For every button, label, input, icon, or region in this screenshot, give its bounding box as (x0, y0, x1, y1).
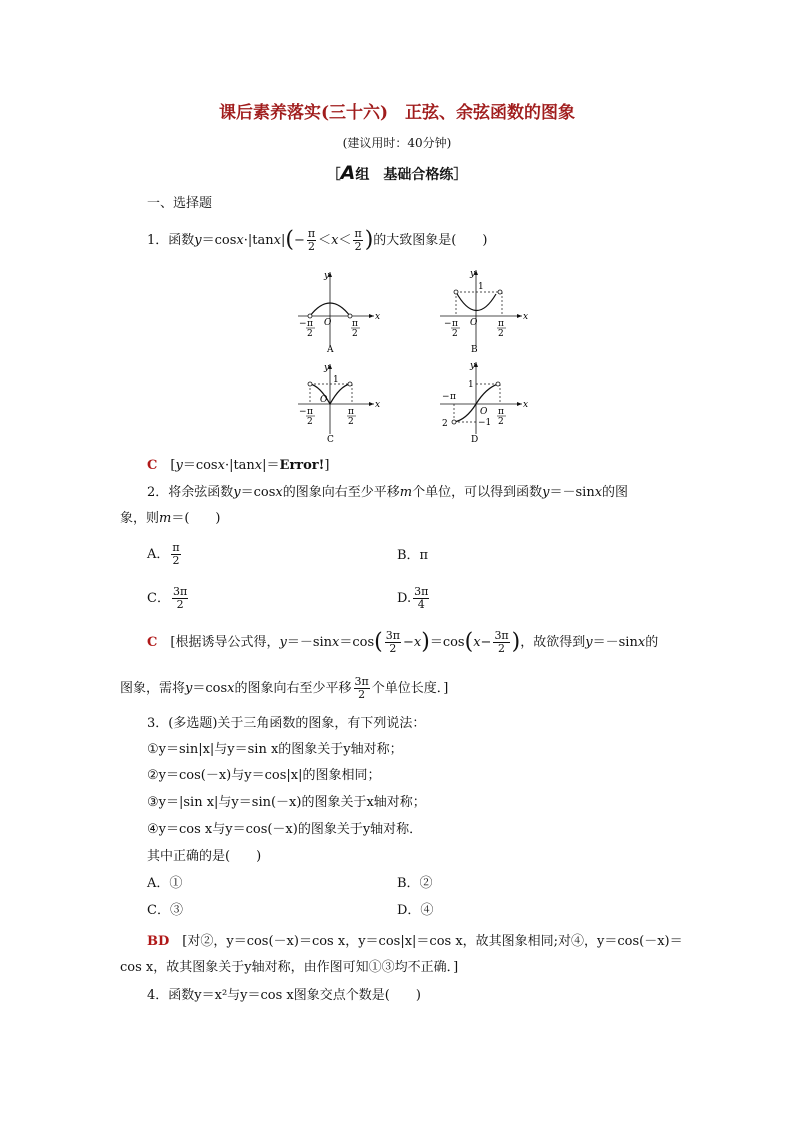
answer-graphs (290, 264, 540, 454)
svg-text:1: 1 (468, 380, 474, 390)
svg-text:x: x (375, 400, 381, 410)
svg-text:π: π (307, 407, 313, 417)
answer-letter: C (147, 458, 158, 473)
graph-b (440, 269, 528, 355)
answer-2-line-1: C [根据诱导公式得，y＝－sinx＝cos( $\frac{3\pi}{2}$ −x)＝cos(x− $\frac{3\pi}{2}$ )，故欲得到y＝－sinx的 (147, 629, 659, 655)
svg-text:1: 1 (333, 375, 339, 385)
suggested-time: (建议用时：40分钟) (342, 136, 452, 150)
svg-text:y: y (324, 363, 330, 373)
svg-text:B: B (471, 345, 478, 355)
svg-text:2: 2 (498, 417, 504, 427)
svg-text:x: x (375, 312, 381, 322)
svg-text:C: C (327, 435, 334, 445)
question-3-option-d: D．④ (397, 903, 434, 918)
question-3-option-c: C．③ (147, 903, 183, 918)
page-title: 课后素养落实(三十六) 正弦、余弦函数的图象 (218, 103, 576, 123)
group-letter: A (340, 162, 356, 184)
svg-text:−: − (442, 392, 450, 402)
svg-text:π: π (348, 407, 354, 417)
answer-2-line-2: 图象，需将y＝cosx的图象向右至少平移 $\frac{3\pi}{2}$ 个单位长度．] (120, 675, 449, 701)
svg-text:−: − (299, 407, 307, 417)
question-2-line-2: 象，则m＝( ) (120, 511, 221, 526)
svg-text:−: − (299, 319, 307, 329)
svg-text:−: − (444, 319, 452, 329)
group-bracket-close: ］ (453, 167, 468, 183)
svg-text:O: O (324, 318, 332, 328)
answer-3-line-1: BD [对②，y＝cos(－x)＝cos x，y＝cos|x|＝cos x，故其图象相同;对④，y＝cos(－x)＝ (147, 934, 683, 949)
statement-2: ②y＝cos(－x)与y＝cos|x|的图象相同； (147, 768, 381, 783)
graph-c (298, 363, 380, 445)
answer-1: C [y＝cosx·|tanx|＝Error!] (147, 458, 330, 473)
graph-d (440, 361, 528, 445)
svg-text:π: π (452, 319, 458, 329)
question-2-option-a: A． $\frac{\pi}{2}$ (147, 541, 180, 567)
svg-text:2: 2 (307, 329, 313, 339)
statement-3: ③y＝|sin x|与y＝sin(－x)的图象关于x轴对称； (147, 795, 426, 810)
question-3-option-a: A．① (147, 876, 183, 891)
svg-text:π: π (450, 392, 456, 402)
svg-text:D: D (471, 435, 479, 445)
fraction: $\frac{\pi}{2}$ (354, 227, 362, 253)
question-3-prompt: 其中正确的是( ) (147, 849, 262, 864)
question-2-option-d: D. $\frac{3\pi}{4}$ (397, 585, 429, 611)
fraction: $\frac{\pi}{2}$ (307, 227, 316, 253)
svg-text:−1: −1 (478, 418, 492, 428)
statement-4: ④y＝cos x与y＝cos(－x)的图象关于y轴对称． (147, 822, 423, 837)
question-2-option-c: C． $\frac{3\pi}{2}$ (147, 585, 188, 611)
svg-text:x: x (523, 400, 529, 410)
svg-text:O: O (480, 407, 488, 417)
svg-text:2: 2 (307, 417, 313, 427)
group-bracket-open: ［ (326, 167, 341, 183)
svg-text:x: x (523, 312, 529, 322)
group-text: 组 基础合格练 (355, 167, 454, 183)
graph-a (298, 271, 380, 355)
svg-text:π: π (498, 319, 504, 329)
question-2-option-b: B．π (397, 548, 429, 563)
section-title: 一、选择题 (147, 196, 213, 211)
svg-text:π: π (352, 319, 358, 329)
svg-text:y: y (324, 271, 330, 281)
svg-text:A: A (327, 345, 334, 355)
group-heading (0, 162, 794, 184)
svg-text:2: 2 (498, 329, 504, 339)
svg-text:π: π (498, 407, 504, 417)
svg-text:y: y (470, 361, 476, 371)
svg-text:O: O (320, 395, 328, 405)
svg-text:π: π (307, 319, 313, 329)
answer-letter: BD (147, 934, 170, 949)
question-2-line-1: 2．将余弦函数y＝cosx的图象向右至少平移m个单位，可以得到函数y＝－sinx的图 (147, 485, 629, 500)
answer-letter: C (147, 635, 158, 650)
svg-text:2: 2 (348, 417, 354, 427)
svg-text:1: 1 (478, 282, 484, 292)
question-3-stem: 3．(多选题)关于三角函数的图象，有下列说法： (147, 716, 426, 731)
svg-text:2: 2 (452, 329, 458, 339)
statement-1: ①y＝sin|x|与y＝sin x的图象关于y轴对称； (147, 742, 403, 757)
question-4-stem: 4．函数y＝x²与y＝cos x图象交点个数是( ) (147, 988, 421, 1003)
answer-3-line-2: cos x，故其图象关于y轴对称，由作图可知①③均不正确．] (120, 960, 459, 975)
svg-text:O: O (470, 318, 478, 328)
svg-text:y: y (470, 269, 476, 279)
svg-text:2: 2 (442, 419, 448, 429)
question-3-option-b: B．② (397, 876, 433, 891)
question-1-stem: 1．函数y＝cosx·|tanx|(− $\frac{\pi}{2}$ ＜x＜ $\frac{\pi}{2}$ )的大致图象是( ) (147, 227, 488, 253)
svg-text:2: 2 (352, 329, 358, 339)
